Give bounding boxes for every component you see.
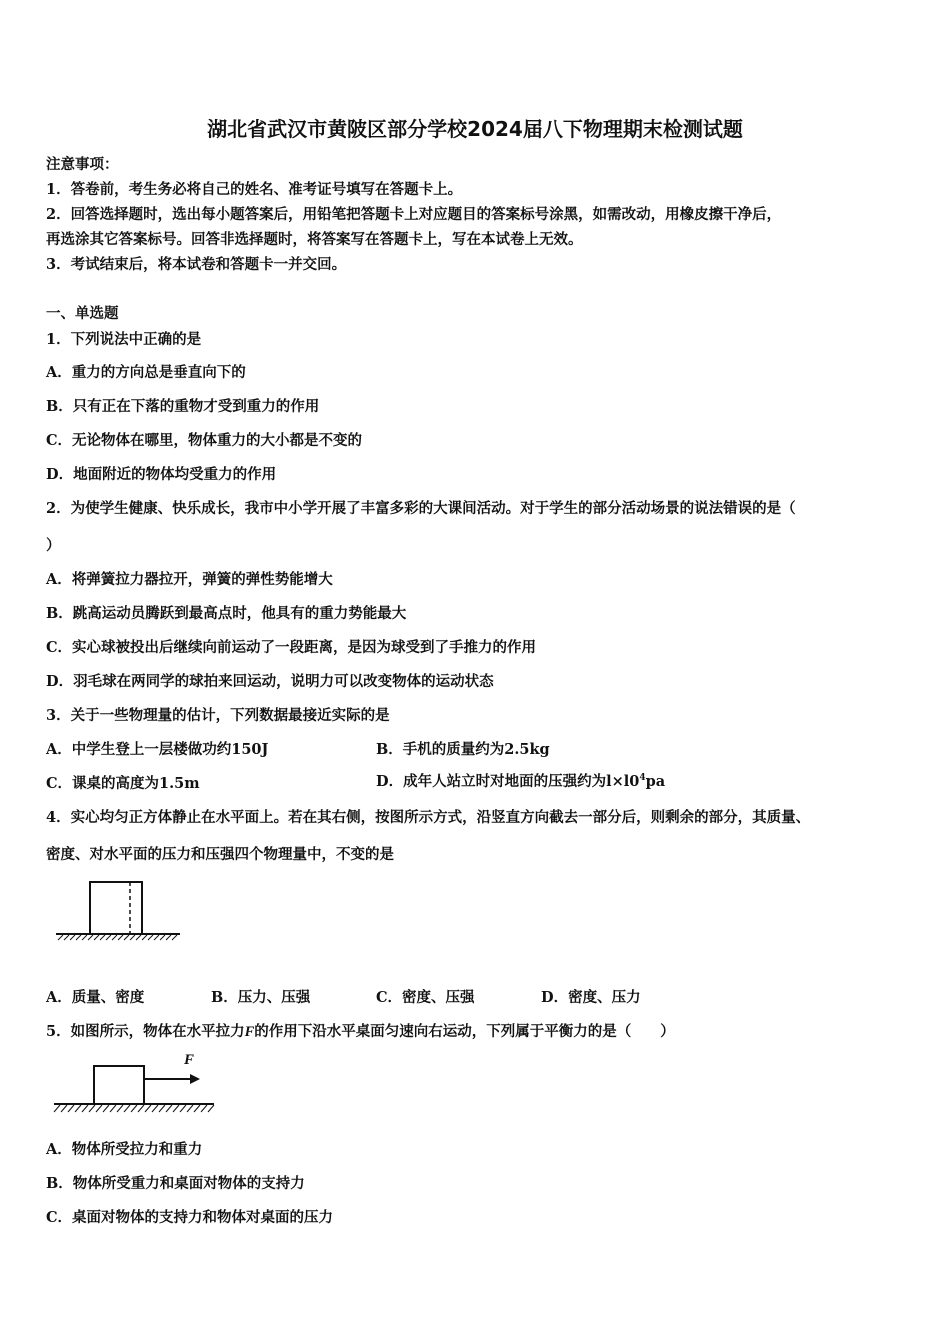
force-variable: F bbox=[244, 1024, 255, 1040]
cube-on-ground-figure bbox=[50, 874, 185, 946]
note-item: 再选涂其它答案标号。回答非选择题时，将答案写在答题卡上，写在本试卷上无效。 bbox=[46, 231, 583, 248]
question-4-option-c: C．密度、压强 bbox=[376, 989, 475, 1006]
question-1-option-b: B．只有正在下落的重物才受到重力的作用 bbox=[46, 398, 320, 415]
page-title: 湖北省武汉市黄陂区部分学校2024届八下物理期末检测试题 bbox=[207, 117, 743, 141]
question-1-stem: 1．下列说法中正确的是 bbox=[46, 331, 202, 348]
cube bbox=[90, 882, 142, 934]
question-1-option-d: D．地面附近的物体均受重力的作用 bbox=[46, 466, 277, 483]
question-4-stem-end: 密度、对水平面的压力和压强四个物理量中，不变的是 bbox=[46, 846, 394, 863]
question-2-option-d: D．羽毛球在两同学的球拍来回运动，说明力可以改变物体的运动状态 bbox=[46, 673, 494, 690]
question-3-option-d: D．成年人站立时对地面的压强约为$l\times l0^4pa$ bbox=[376, 773, 666, 790]
notes-heading: 注意事项： bbox=[46, 156, 119, 173]
ground-hatch bbox=[58, 935, 177, 940]
note-item: 2．回答选择题时，选出每小题答案后，用铅笔把答题卡上对应题目的答案标号涂黑，如需改动，用橡皮擦干净后， bbox=[46, 206, 782, 223]
note-item: 1．答卷前，考生务必将自己的姓名、准考证号填写在答题卡上。 bbox=[46, 181, 463, 198]
question-5-option-b: B．物体所受重力和桌面对物体的支持力 bbox=[46, 1175, 305, 1192]
question-4-stem: 4．实心均匀正方体静止在水平面上。若在其右侧，按图所示方式，沿竖直方向截去一部分后，则剩余的部分，其质量、 bbox=[46, 809, 811, 826]
question-1-option-c: C．无论物体在哪里，物体重力的大小都是不变的 bbox=[46, 432, 363, 449]
block-pulled-figure bbox=[48, 1048, 220, 1120]
force-arrow-head bbox=[190, 1074, 200, 1084]
table-hatch bbox=[54, 1105, 214, 1112]
block bbox=[94, 1066, 144, 1104]
question-3-option-c: C．课桌的高度为1.5m bbox=[46, 775, 200, 792]
question-2-stem-end: ） bbox=[46, 537, 61, 554]
question-3-option-a: A．中学生登上一层楼做功约150J bbox=[46, 741, 269, 758]
note-item: 3．考试结束后，将本试卷和答题卡一并交回。 bbox=[46, 256, 347, 273]
question-1-option-a: A．重力的方向总是垂直向下的 bbox=[46, 364, 246, 381]
section-heading: 一、单选题 bbox=[46, 305, 119, 322]
question-4-option-d: D．密度、压力 bbox=[541, 989, 641, 1006]
question-4-option-a: A．质量、密度 bbox=[46, 989, 145, 1006]
question-2-option-c: C．实心球被投出后继续向前运动了一段距离，是因为球受到了手推力的作用 bbox=[46, 639, 537, 656]
question-5-option-c: C．桌面对物体的支持力和物体对桌面的压力 bbox=[46, 1209, 334, 1226]
question-3-option-b: B．手机的质量约为2.5kg bbox=[376, 741, 550, 758]
force-label: F bbox=[184, 1052, 195, 1068]
question-2-option-b: B．跳高运动员腾跃到最高点时，他具有的重力势能最大 bbox=[46, 605, 407, 622]
question-2-option-a: A．将弹簧拉力器拉开，弹簧的弹性势能增大 bbox=[46, 571, 333, 588]
question-5-stem: 5．如图所示，物体在水平拉力F的作用下沿水平桌面匀速向右运动，下列属于平衡力的是（ ） bbox=[46, 1023, 675, 1040]
question-2-stem: 2．为使学生健康、快乐成长，我市中小学开展了丰富多彩的大课间活动。对于学生的部分活动场景的说法错误的是（ bbox=[46, 500, 796, 517]
question-4-option-b: B．压力、压强 bbox=[211, 989, 311, 1006]
question-5-option-a: A．物体所受拉力和重力 bbox=[46, 1141, 203, 1158]
question-3-stem: 3．关于一些物理量的估计，下列数据最接近实际的是 bbox=[46, 707, 390, 724]
